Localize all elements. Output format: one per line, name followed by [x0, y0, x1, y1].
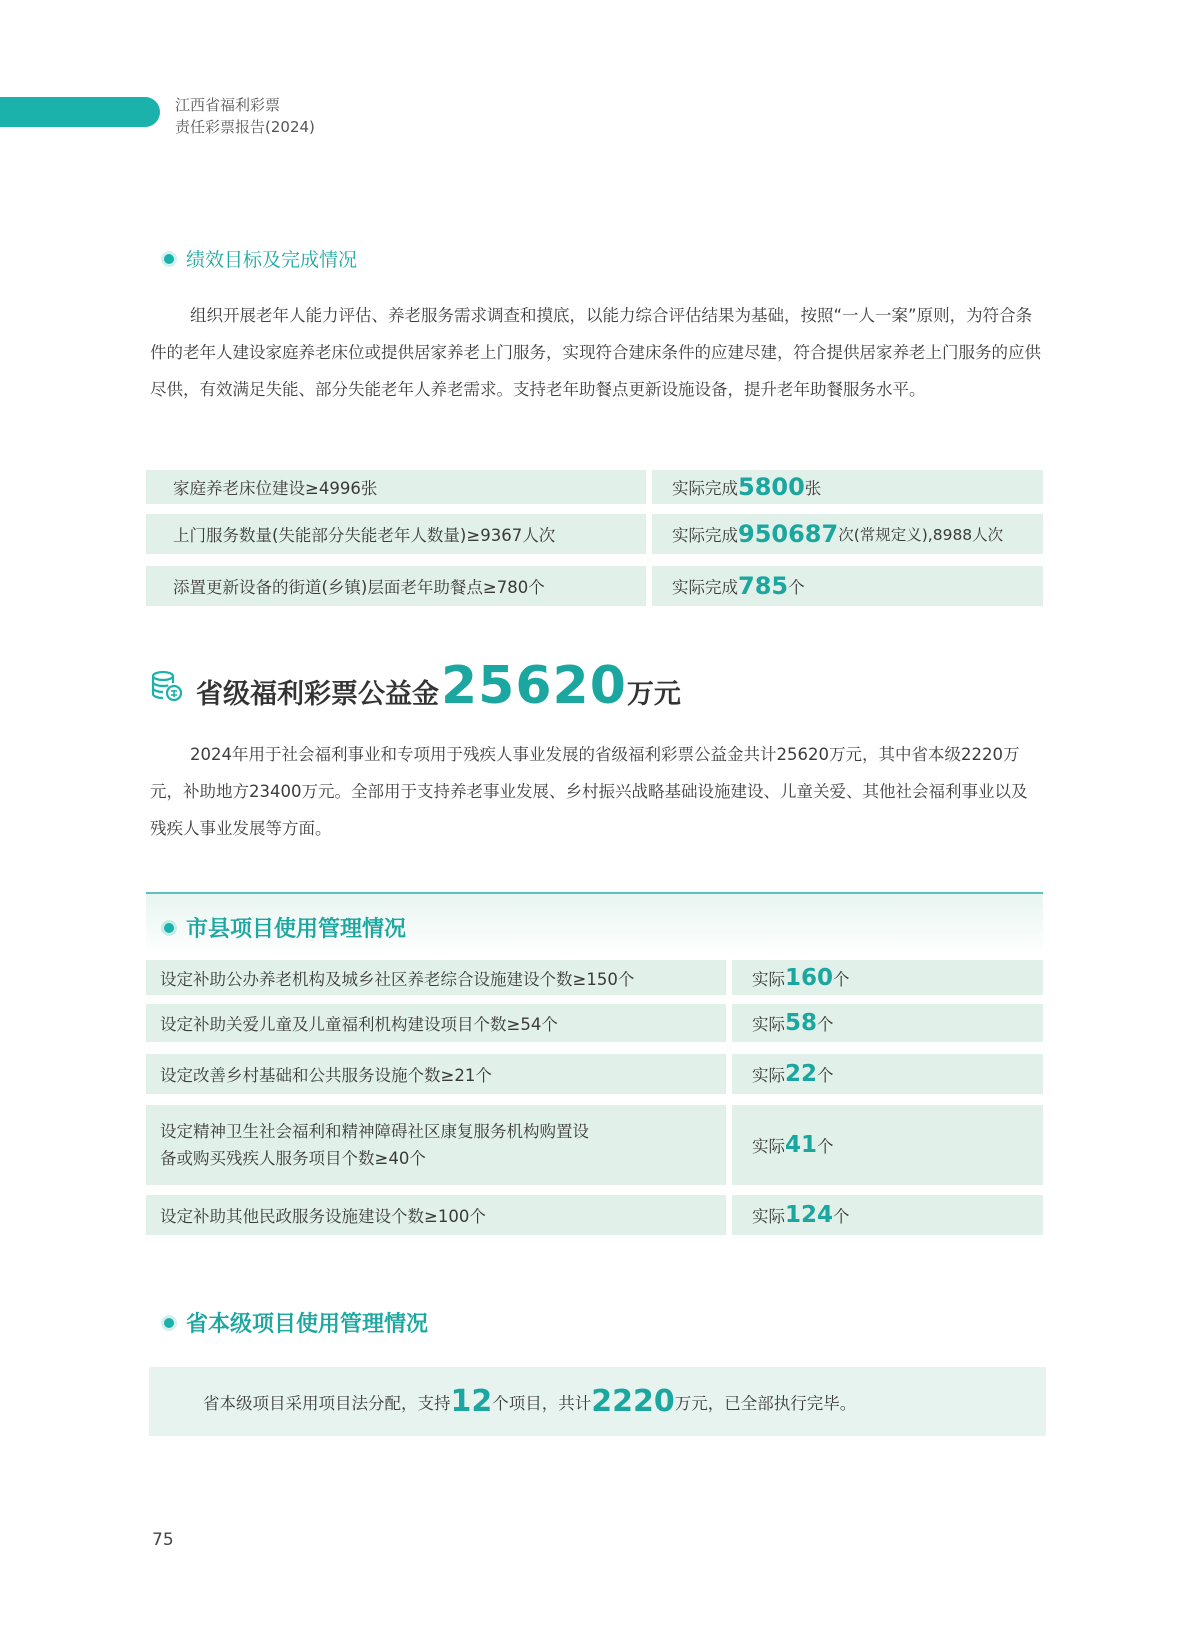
summary-text-2: 个项目，共计 [492, 1393, 592, 1413]
target-cell [146, 960, 726, 995]
result-value: 58 [785, 1010, 818, 1036]
result-cell [732, 960, 1043, 995]
target-cell [146, 1105, 726, 1185]
bullet-dot-icon [164, 1318, 174, 1328]
bullet-dot-icon [164, 254, 174, 264]
result-prefix: 实际 [752, 969, 785, 989]
header-accent-bar [0, 97, 160, 127]
result-value: 950687 [738, 520, 839, 548]
target-text: 上门服务数量(失能部分失能老年人数量)≥9367人次 [173, 526, 556, 545]
result-value: 5800 [738, 473, 805, 501]
result-prefix: 实际 [752, 1137, 785, 1156]
result-prefix: 实际完成 [672, 479, 738, 498]
fund-amount: 25620 [441, 656, 627, 716]
fund-unit: 万元 [626, 679, 681, 710]
result-cell [732, 1105, 1043, 1185]
database-coins-icon [150, 669, 184, 703]
fund-paragraph-text: 2024年用于社会福利事业和专项用于残疾人事业发展的省级福利彩票公益金共计25620万元，其中省本级2220万元，补助地方23400万元。全部用于支持养老事业发展、乡村振兴战略基础设施建设、儿童关爱、其他社会福利事业以及残疾人事业发展等方面。 [150, 745, 1028, 838]
fund-heading [150, 656, 681, 716]
target-cell [146, 1054, 726, 1094]
result-value: 41 [785, 1132, 818, 1158]
summary-amount: 2220 [591, 1384, 675, 1419]
result-suffix: 个 [817, 1066, 834, 1085]
fund-paragraph [150, 736, 1043, 847]
target-text-line-1: 设定精神卫生社会福利和精神障碍社区康复服务机构购置设 [160, 1122, 589, 1141]
result-value: 22 [785, 1061, 818, 1087]
target-text: 家庭养老床位建设≥4996张 [173, 479, 378, 498]
provincial-summary-box [149, 1367, 1046, 1436]
section-title-text: 市县项目使用管理情况 [186, 917, 407, 942]
result-cell [652, 514, 1043, 554]
target-cell [146, 1004, 726, 1042]
target-text: 设定补助公办养老机构及城乡社区养老综合设施建设个数≥150个 [160, 969, 635, 989]
header-line-1: 江西省福利彩票 [175, 96, 281, 114]
summary-text-3: 万元，已全部执行完毕。 [674, 1393, 857, 1413]
result-cell [652, 566, 1043, 606]
section-title-provincial [164, 1307, 428, 1338]
result-prefix: 实际 [752, 1066, 785, 1085]
performance-paragraph [150, 297, 1043, 408]
target-text: 设定补助关爱儿童及儿童福利机构建设项目个数≥54个 [160, 1015, 558, 1034]
result-value: 785 [738, 572, 789, 600]
performance-paragraph-text: 组织开展老年人能力评估、养老服务需求调查和摸底，以能力综合评估结果为基础，按照“一人一案”原则，为符合条件的老年人建设家庭养老床位或提供居家养老上门服务，实现符合建床条件的应建尽建，符合提供居家养老上门服务的应供尽供，有效满足失能、部分失能老年人养老需求。支持老年助餐点更新设施设备，提升老年助餐服务水平。 [150, 306, 1041, 399]
result-prefix: 实际完成 [672, 526, 738, 545]
result-prefix: 实际 [752, 1207, 785, 1226]
target-cell [146, 514, 646, 554]
fund-title-prefix: 省级福利彩票公益金 [196, 679, 439, 710]
page-number: 75 [152, 1530, 174, 1550]
result-suffix: 个 [817, 1015, 834, 1034]
result-suffix: 次(常规定义),8988人次 [838, 526, 1004, 544]
target-text: 添置更新设备的街道(乡镇)层面老年助餐点≥780个 [173, 578, 545, 597]
result-value: 160 [785, 964, 834, 991]
result-cell [652, 470, 1043, 504]
target-text: 设定补助其他民政服务设施建设个数≥100个 [160, 1207, 486, 1226]
target-cell [146, 1195, 726, 1235]
target-cell [146, 470, 646, 504]
result-prefix: 实际 [752, 1015, 785, 1034]
summary-text-1: 省本级项目采用项目法分配，支持 [203, 1393, 451, 1413]
target-text-line-2: 备或购买残疾人服务项目个数≥40个 [160, 1149, 426, 1168]
report-header [175, 94, 315, 138]
result-suffix: 个 [788, 578, 805, 597]
result-value: 124 [785, 1202, 834, 1228]
result-prefix: 实际完成 [672, 578, 738, 597]
result-cell [732, 1004, 1043, 1042]
bullet-dot-icon [164, 923, 174, 933]
summary-project-count: 12 [450, 1384, 493, 1419]
result-suffix: 个 [833, 969, 850, 989]
result-suffix: 个 [833, 1207, 850, 1226]
section-title-city-county [164, 912, 406, 943]
result-cell [732, 1195, 1043, 1235]
section-title-text: 绩效目标及完成情况 [186, 249, 358, 271]
target-text: 设定改善乡村基础和公共服务设施个数≥21个 [160, 1066, 492, 1085]
section-title-text: 省本级项目使用管理情况 [186, 1312, 429, 1337]
result-suffix: 个 [817, 1137, 834, 1156]
section-title-performance [164, 245, 357, 272]
result-cell [732, 1054, 1043, 1094]
target-cell [146, 566, 646, 606]
header-line-2: 责任彩票报告(2024) [175, 118, 315, 136]
result-suffix: 张 [804, 479, 822, 498]
